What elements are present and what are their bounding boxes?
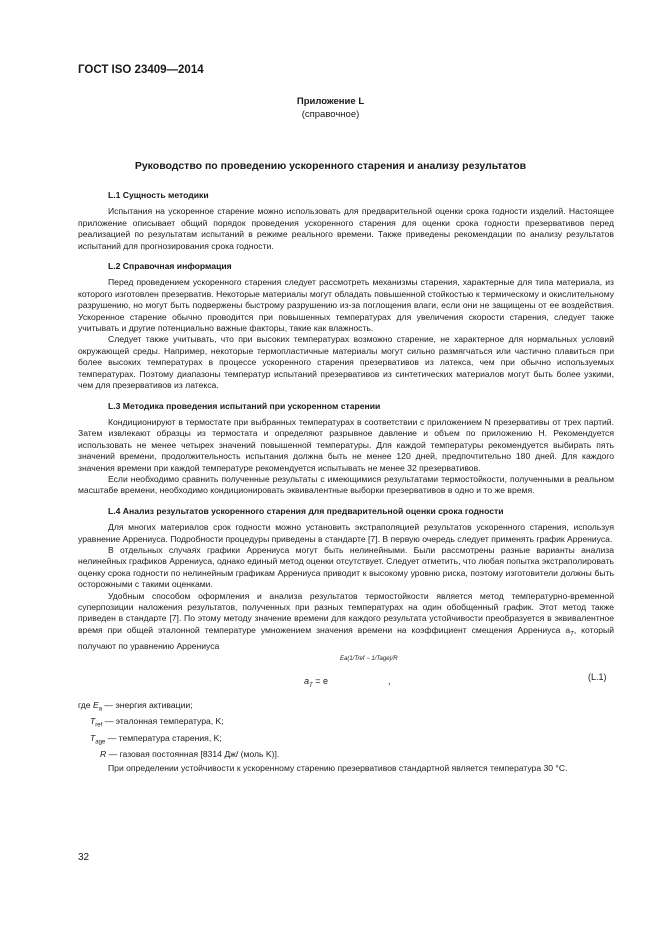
section-l1: [78, 190, 614, 252]
definition-text: — энергия активации;: [102, 700, 193, 711]
paragraph: Если необходимо сравнить полученные результаты с имеющимися результатами термостойкости, полученными в реальном масштабе времени, необходимо кондиционировать эквивалентные выборки презервативов в одно и то же время.: [78, 473, 614, 496]
section-heading: L.4 Анализ результатов ускоренного старения для предварительной оценки срока годности: [108, 505, 504, 516]
paragraph-text: Удобным способом оформления и анализа результатов термостойкости является метод температурно-временной суперпозиции наложения результатов, полученных при разных температурах на один обобщенный график. Этот метод также приведен в стандарте [7]. По этому методу значение времени для каждого результата устойчивости преобразуется в эквивалентное время при общей эталонной температуре умножением значения времени на коэффициент смещения Аррениуса a: [78, 590, 614, 635]
paragraph: [78, 591, 614, 653]
section-heading: L.2 Справочная информация: [108, 261, 232, 272]
definition-symbol: R: [100, 748, 107, 759]
page-number: 32: [78, 852, 90, 863]
paragraph-text: , который получают по уравнению Аррениуса: [78, 624, 614, 651]
annex-title: Приложение L: [296, 96, 365, 107]
arrhenius-formula: [78, 654, 614, 698]
definition-symbol: T: [90, 716, 96, 727]
formula-comma: ,: [387, 676, 391, 687]
definition-sub: age: [95, 739, 106, 746]
section-l3: [78, 401, 614, 497]
definition-text: — эталонная температура, K;: [102, 716, 224, 727]
formula-e: = e: [315, 676, 328, 687]
definition-row: [78, 733, 614, 749]
paragraph: Для многих материалов срок годности можно установить экстраполяцией результатов ускоренного старения, используя уравнение Аррениуса. Подробности процедуры приведены в стандарте [7]. В первую очередь следует применять график Аррениуса.: [78, 522, 614, 544]
document-title: Руководство по проведению ускоренного старения и анализу результатов: [134, 160, 527, 172]
definitions: [78, 700, 614, 760]
definition-sub: a: [98, 707, 103, 714]
paragraph: Кондиционируют в термостате при выбранных температурах в соответствии с приложением N презервативы от трех партий. Затем извлекают образцы из термостата и определяют разрывное давление и объем по приложению H. Рекомендуется использовать не менее четырех значений повышенной температуры. Для каждой температуры рекомендуется выбирать пять значений времени, продолжительность испытания должна быть не менее 120 дней, предпочтительно 180 дней. Для каждого значения времени при каждой температуре рекомендуется испытывать не менее 32 презервативов.: [78, 416, 614, 473]
standard-header: ГОСТ ISO 23409—2014: [78, 64, 204, 76]
annex-subtitle: (справочное): [301, 109, 360, 120]
definition-symbol: E: [92, 700, 99, 711]
paragraph: В отдельных случаях графики Аррениуса могут быть нелинейными. Были рассмотрены разные варианты анализа нелинейных графиков Аррениуса, однако единый метод оценки отсутствует. Следует отметить, что любая попытка экстраполировать оценку срока годности по нелинейным графикам Аррениуса приводит к высокому уровню риска, поэтому изготовители должны быть осторожными с такими оценками.: [78, 544, 614, 590]
subscript: T: [570, 631, 574, 638]
paragraph: Перед проведением ускоренного старения следует рассмотреть механизмы старения, характерные для типа материала, из которого изготовлен презерватив. Некоторые материалы могут обладать повышенной стойкостью к термическому и окислительному разрушению, но могут быть подвержены быстрому разрушению из-за поглощения влаги, если они не защищены от ее воздействия. Ускоренное старение обычно проводится при повышенных температурах для увеличения скорости старения, следует также учитывать и другие потенциально важные факторы, такие как влажность.: [78, 277, 614, 334]
paragraph: Следует также учитывать, что при высоких температурах возможно старение, не характерное для нормальных условий окружающей среды. Например, некоторые термопластичные материалы могут сильно размягчаться или частично плавиться при более высоких температурах в процессе ускоренного старения презервативов из латекса, чем при обычно используемых температурах. Поэтому диапазоны температур испытаний презервативов из синтетических материалов могут быть более узкими, чем для презервативов из латекса.: [78, 334, 614, 391]
definition-sub: ref: [95, 723, 103, 730]
document-body: [78, 190, 614, 775]
section-heading: L.3 Методика проведения испытаний при ускоренном старении: [108, 400, 381, 411]
section-l4: [78, 506, 614, 653]
definition-prefix: где: [78, 700, 93, 711]
formula-number: (L.1): [588, 672, 607, 683]
section-l2: [78, 261, 614, 391]
definition-text: — температура старения, K;: [105, 732, 222, 743]
formula-a-sub: T: [309, 683, 313, 690]
formula-a: a: [304, 676, 310, 687]
formula-exponent: Ea(1/Tref − 1/Tage)/R: [340, 656, 398, 663]
definition-row: [78, 700, 614, 716]
closing-paragraph: При определении устойчивости к ускоренному старению презервативов стандартной является температура 30 °C.: [108, 763, 568, 774]
definition-text: — газовая постоянная [8314 Дж/ (моль K)].: [106, 748, 280, 759]
section-heading: L.1 Сущность методики: [108, 190, 209, 200]
formula-lhs: [304, 676, 390, 692]
definition-row: [78, 716, 614, 732]
definition-row: [78, 749, 614, 760]
paragraph: Испытания на ускоренное старение можно использовать для предварительной оценки срока годности изделий. Настоящее приложение описывает общий порядок проведения ускоренного старения для оценки срока годности презервативов перед реализацией по результатам испытаний в режиме реального времени. Также приведены рекомендации по анализу результатов испытаний для прогнозирования срока годности.: [78, 206, 614, 251]
definition-symbol: T: [90, 732, 96, 743]
